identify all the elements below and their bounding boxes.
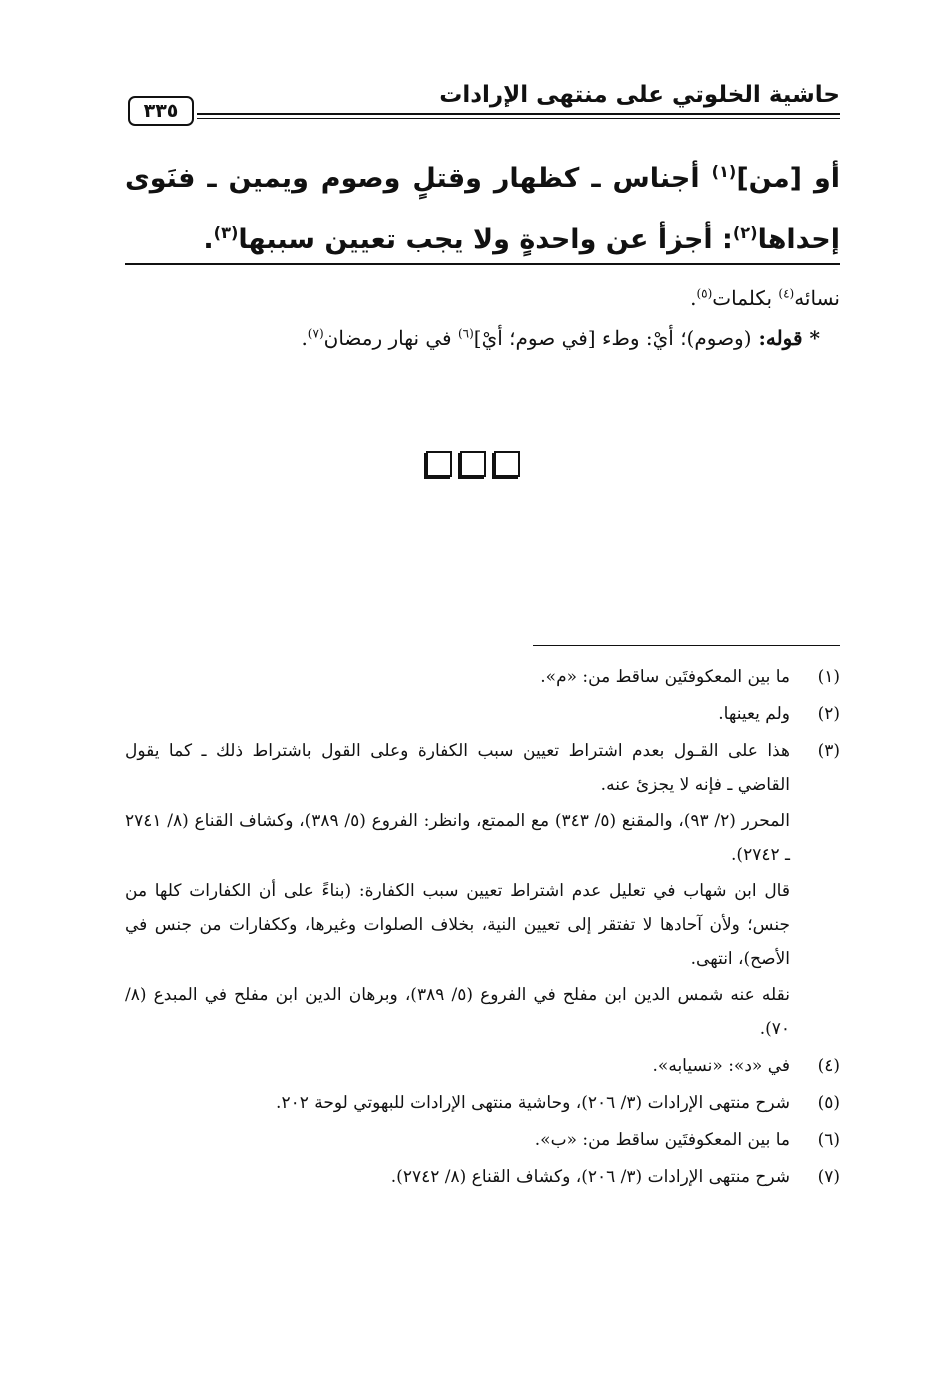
footnotes <box>125 660 840 1197</box>
commentary-segment: في نهار رمضان <box>323 326 458 350</box>
footnote-number: (٢) <box>817 704 840 724</box>
footnote-text: شرح منتهى الإرادات (٣/ ٢٠٦)، وكشاف القناع (٨/ ٢٧٤٢). <box>390 1167 790 1187</box>
footnote-ref: (١) <box>711 162 737 181</box>
separator-square-icon <box>460 451 486 477</box>
footnote-text: شرح منتهى الإرادات (٣/ ٢٠٦)، وحاشية منتهى الإرادات للبهوتي لوحة ٢٠٢. <box>276 1093 790 1113</box>
main-text-segment: . <box>203 224 214 255</box>
footnote-text: في «د»: «نسيابه». <box>652 1056 790 1076</box>
commentary-segment: بكلمات <box>712 286 779 310</box>
commentary-segment: (وصوم)؛ أيْ: وطء [في صوم؛ أيْ] <box>473 326 752 350</box>
running-title: حاشية الخلوتي على منتهى الإرادات <box>439 82 840 108</box>
main-text <box>125 148 840 270</box>
page-number: ٣٣٥ <box>128 96 194 126</box>
footnote-number: (٦) <box>817 1130 840 1150</box>
main-text-segment: أو [من] <box>736 163 840 194</box>
commentary-quote <box>125 318 840 358</box>
footnote-number: (٣) <box>817 741 840 761</box>
main-text-segment: أجناس ـ كظهار وقتلٍ وصوم ويمين ـ فنَوى إحداها <box>125 163 840 255</box>
footnote-text: قال ابن شهاب في تعليل عدم اشتراط تعيين سبب الكفارة: (بناءً على أن الكفارات كلها من جنس؛ ولأن آحادها لا تفتقر إلى تعيين النية، بخلاف الصلوات وغيرها، وككفارات من جنس في الأصح)، انتهى. <box>125 881 790 969</box>
footnote-ref: (٢) <box>732 223 758 242</box>
footnote-text: ما بين المعكوفتَين ساقط من: «م». <box>540 667 790 687</box>
footnote-text: المحرر (٢/ ٩٣)، والمقنع (٥/ ٣٤٣) مع الممتع، وانظر: الفروع (٥/ ٣٨٩)، وكشاف القناع (٨/ ٢٧٤١ ـ ٢٧٤٢). <box>125 811 790 865</box>
main-text-segment: : أجزأ عن واحدةٍ ولا يجب تعيين سببها <box>238 224 733 255</box>
footnote-rule <box>533 645 840 646</box>
footnote-text: ما بين المعكوفتَين ساقط من: «ب». <box>534 1130 790 1150</box>
commentary-segment: . <box>690 286 697 310</box>
section-separator <box>0 451 945 479</box>
footnote <box>125 1049 840 1083</box>
commentary <box>125 278 840 358</box>
footnote-text: هذا على القـول بعدم اشتراط تعيين سبب الكفارة وعلى القول باشتراط ذلك ـ كما يقول القاضي ـ فإنه لا يجزئ عنه. <box>125 741 790 795</box>
footnote <box>125 1123 840 1157</box>
commentary-line <box>125 278 840 318</box>
header-rule-thin <box>197 118 840 119</box>
main-text-rule <box>125 263 840 265</box>
footnote-ref: (٣) <box>213 223 239 242</box>
footnote-text: نقله عنه شمس الدين ابن مفلح في الفروع (٥/ ٣٨٩)، وبرهان الدين ابن مفلح في المبدع (٨/ ٧٠). <box>125 985 790 1039</box>
separator-square-icon <box>494 451 520 477</box>
footnote-ref: (٥) <box>696 286 713 301</box>
footnote-ref: (٧) <box>307 326 324 341</box>
footnote <box>125 660 840 694</box>
footnote <box>125 1086 840 1120</box>
commentary-segment: . <box>301 326 308 350</box>
footnote <box>125 1160 840 1194</box>
footnote-text: ولم يعينها. <box>718 704 790 724</box>
page-header <box>125 78 840 128</box>
footnote-ref: (٦) <box>457 326 474 341</box>
footnote-number: (٤) <box>817 1056 840 1076</box>
footnote <box>125 697 840 731</box>
footnote-number: (٥) <box>817 1093 840 1113</box>
quote-label: * قوله: <box>751 326 820 350</box>
separator-square-icon <box>426 451 452 477</box>
footnote <box>125 734 840 1046</box>
footnote-number: (٧) <box>817 1167 840 1187</box>
footnote-ref: (٤) <box>778 286 795 301</box>
header-rule <box>197 113 840 115</box>
footnote-number: (١) <box>817 667 840 687</box>
commentary-segment: نسائه <box>794 286 840 310</box>
